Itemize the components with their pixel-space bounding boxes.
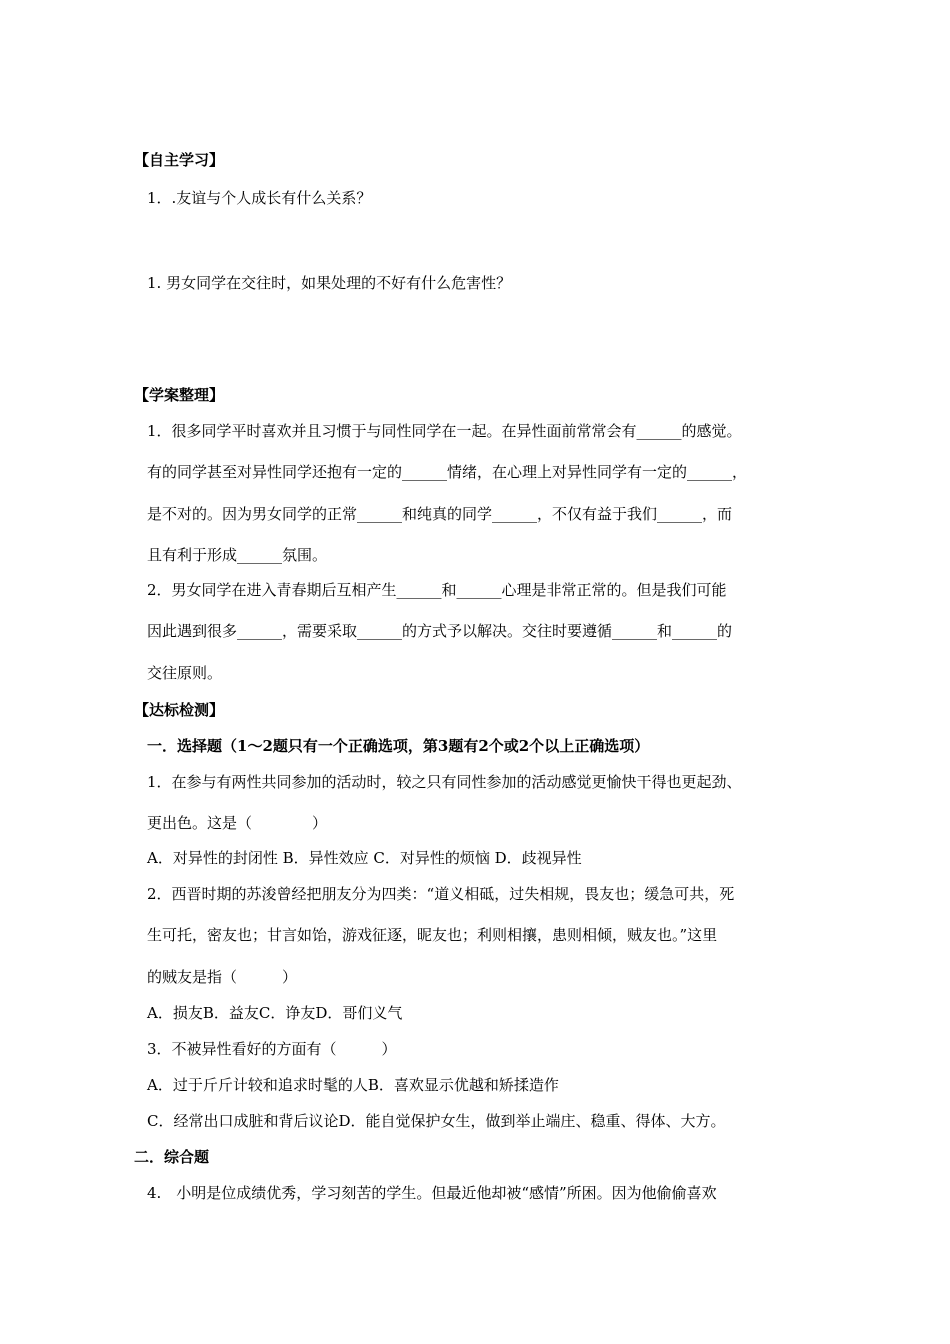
section-title-self-study: 【自主学习】 (134, 151, 225, 169)
test-line: 的贼友是指（ ） (147, 968, 298, 986)
test-line: 3．不被异性看好的方面有（ ） (147, 1040, 397, 1058)
test-line: A．对异性的封闭性 B．异性效应 C．对异性的烦恼 D．歧视异性 (147, 849, 582, 867)
section-title-test: 【达标检测】 (134, 701, 225, 719)
test-line: 2．西晋时期的苏浚曾经把朋友分为四类：“道义相砥，过失相规，畏友也；缓急可共，死 (147, 885, 735, 903)
test-line: 更出色。这是（ ） (147, 814, 328, 832)
summary-line: 是不对的。因为男女同学的正常______和纯真的同学______，不仅有益于我们______，而 (147, 505, 733, 523)
summary-line: 且有利于形成______氛围。 (147, 546, 328, 564)
section-title-summary: 【学案整理】 (134, 386, 225, 404)
summary-line: 有的同学甚至对异性同学还抱有一定的______情绪，在心理上对异性同学有一定的______， (147, 463, 748, 481)
summary-line: 因此遇到很多______，需要采取______的方式予以解决。交往时要遵循______和______的 (147, 622, 733, 640)
test-question-4: 4. 小明是位成绩优秀，学习刻苦的学生。但最近他却被“感情”所困。因为他偷偷喜欢 (147, 1184, 717, 1202)
test-line: 1．在参与有两性共同参加的活动时，较之只有同性参加的活动感觉更愉快干得也更起劲、 (147, 773, 742, 791)
summary-line: 交往原则。 (147, 664, 223, 682)
test-part2-title: 二．综合题 (134, 1148, 210, 1166)
test-line: A．损友B．益友C．诤友D．哥们义气 (147, 1004, 403, 1022)
test-part1-title: 一．选择题（1～2题只有一个正确选项，第3题有2个或2个以上正确选项） (147, 737, 650, 755)
test-line: A．过于斤斤计较和追求时髦的人B．喜欢显示优越和矫揉造作 (147, 1076, 559, 1094)
self-study-question-2: 1. 男女同学在交往时，如果处理的不好有什么危害性？ (147, 274, 512, 292)
test-line: C．经常出口成脏和背后议论D．能自觉保护女生，做到举止端庄、稳重、得体、大方。 (147, 1112, 726, 1130)
self-study-question-1: 1．.友谊与个人成长有什么关系？ (147, 189, 372, 207)
test-line: 生可托，密友也；甘言如饴，游戏征逐，昵友也；利则相攘，患则相倾，贼友也。”这里 (147, 926, 718, 944)
summary-line: 1．很多同学平时喜欢并且习惯于与同性同学在一起。在异性面前常常会有______的感觉。 (147, 422, 742, 440)
summary-line: 2．男女同学在进入青春期后互相产生______和______心理是非常正常的。但是我们可能 (147, 581, 727, 599)
